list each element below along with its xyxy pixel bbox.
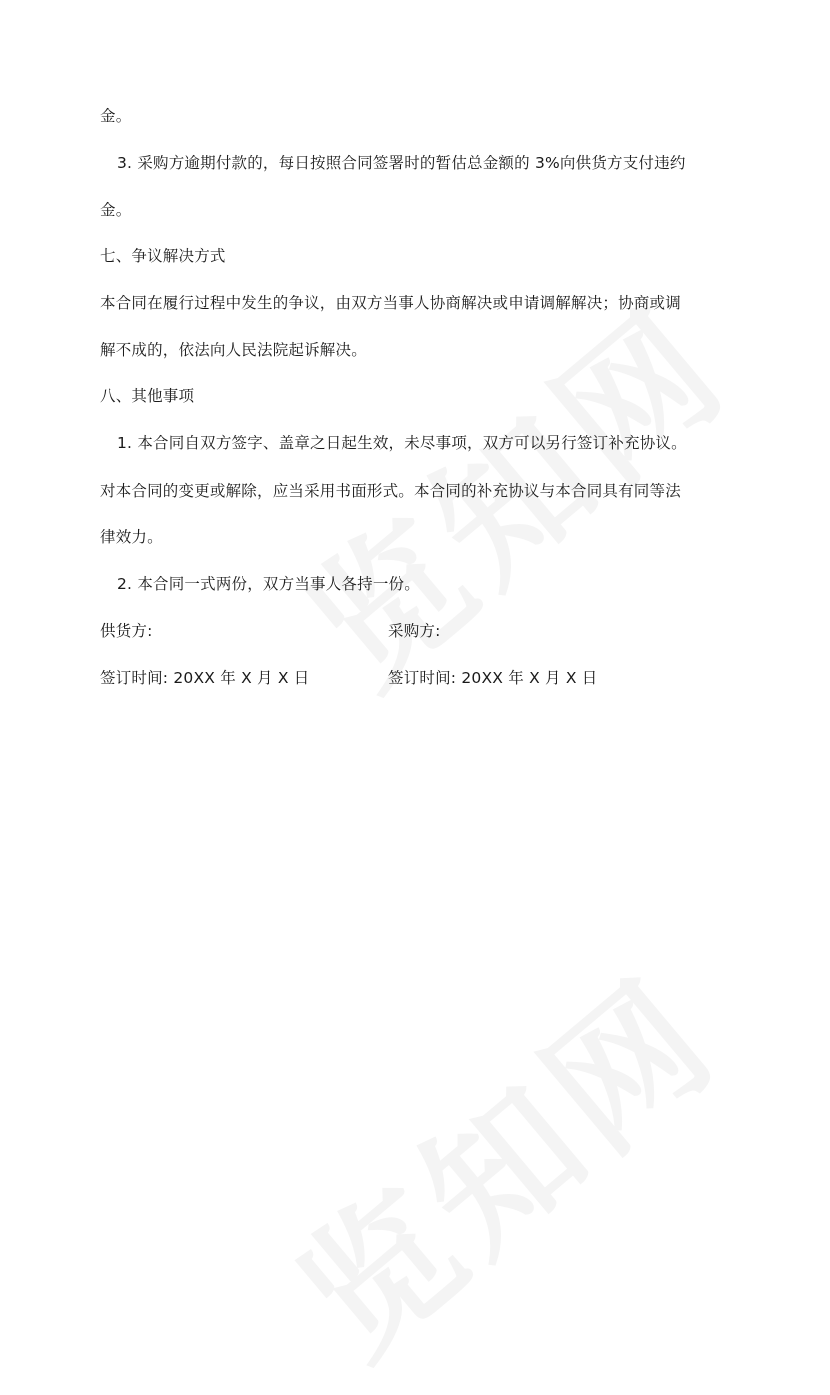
supplier-label: 供货方: [100, 622, 153, 640]
paragraph-line: 解不成的，依法向人民法院起诉解决。 [100, 341, 367, 359]
clause-item: 1. 本合同自双方签字、盖章之日起生效，未尽事项，双方可以另行签订补充协议。 [117, 434, 687, 452]
supplier-sign-date: 签订时间: 20XX 年 X 月 X 日 [100, 669, 310, 687]
paragraph-line: 律效力。 [100, 528, 163, 546]
section-heading: 八、其他事项 [100, 387, 195, 405]
clause-item: 2. 本合同一式两份，双方当事人各持一份。 [117, 575, 420, 593]
paragraph-line: 对本合同的变更或解除，应当采用书面形式。本合同的补充协议与本合同具有同等法 [100, 482, 681, 500]
clause-item: 3. 采购方逾期付款的，每日按照合同签署时的暂估总金额的 3%向供货方支付违约 [117, 154, 686, 172]
buyer-label: 采购方: [388, 622, 441, 640]
paragraph-line: 金。 [100, 107, 132, 125]
buyer-sign-date: 签订时间: 20XX 年 X 月 X 日 [388, 669, 598, 687]
paragraph-line: 金。 [100, 201, 132, 219]
watermark [247, 921, 754, 1395]
paragraph-line: 本合同在履行过程中发生的争议，由双方当事人协商解决或申请调解解决；协商或调 [100, 294, 681, 312]
section-heading: 七、争议解决方式 [100, 247, 226, 265]
